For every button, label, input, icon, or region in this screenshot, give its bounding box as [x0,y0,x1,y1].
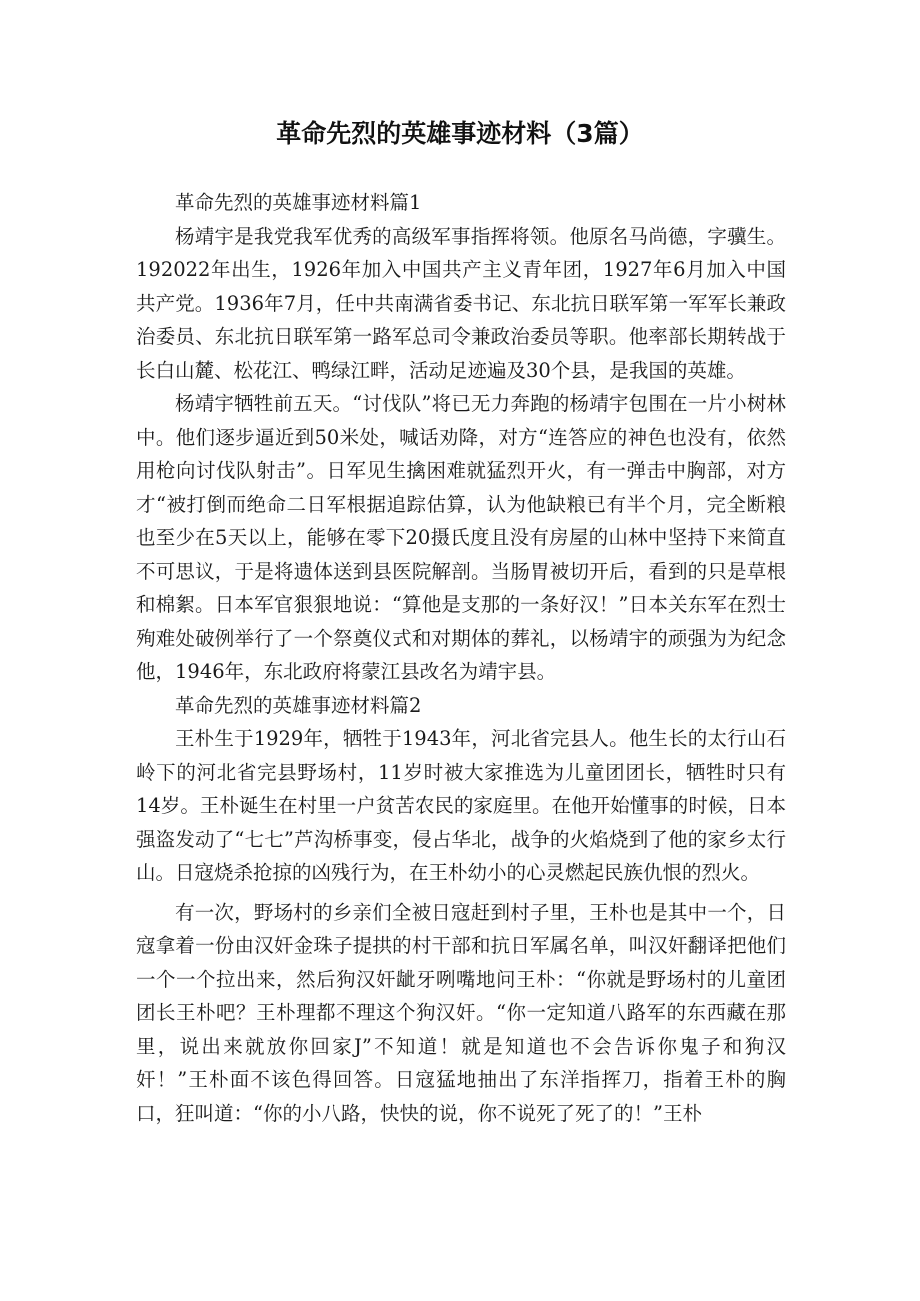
paragraph: 有一次，野场村的乡亲们全被日寇赶到村子里，王朴也是其中一个，日寇拿着一份由汉奸金珠子提拱的村干部和抗日军属名单，叫汉奸翻译把他们一个一个拉出来，然后狗汉奸龇牙咧嘴地问王朴：“你就是野场村的儿童团团长王朴吧？王朴理都不理这个狗汉奸。“你一定知道八路军的东西藏在那里，说出来就放你回家J”不知道！就是知道也不会告诉你鬼子和狗汉奸！”王朴面不该色得回答。日寇猛地抽出了东洋指挥刀，指着王朴的胸口，狂叫道：“你的小八路，快快的说，你不说死了死了的！”王朴 [136,900,786,1125]
section-heading-2: 革命先烈的英雄事迹材料篇2 [175,693,422,717]
document-body [136,186,786,1130]
document-title: 革命先烈的英雄事迹材料（3篇） [276,119,644,148]
paragraph: 王朴生于1929年，牺牲于1943年，河北省完县人。他生长的太行山石岭下的河北省完县野场村，11岁时被大家推选为儿童团团长，牺牲时只有14岁。王朴诞生在村里一户贫苦农民的家庭里。在他开始懂事的时候，日本强盗发动了“七七”芦沟桥事变，侵占华北，战争的火焰烧到了他的家乡太行山。日寇烧杀抢掠的凶残行为，在王朴幼小的心灵燃起民族仇恨的烈火。 [136,727,786,884]
paragraph: 杨靖宇是我党我军优秀的高级军事指挥将领。他原名马尚德，字骥生。192022年出生，1926年加入中国共产主义青年团，1927年6月加入中国共产党。1936年7月，任中共南满省委书记、东北抗日联军第一军军长兼政治委员、东北抗日联军第一路军总司令兼政治委员等职。他率部长期转战于长白山麓、松花江、鸭绿江畔，活动足迹遍及30个县，是我国的英雄。 [136,224,786,382]
section-heading-1: 革命先烈的英雄事迹材料篇1 [175,191,422,214]
paragraph: 杨靖宇牺牲前五天。“讨伐队”将已无力奔跑的杨靖宇包围在一片小树林中。他们逐步逼近到50米处，喊话劝降，对方“连答应的神色也没有，依然用枪向讨伐队射击”。日军见生擒困难就猛烈开火，有一弹击中胸部，对方才“被打倒而绝命二日军根据追踪估算，认为他缺粮已有半个月，完全断粮也至少在5天以上，能够在零下20摄氏度且没有房屋的山林中坚持下来简直不可思议，于是将遗体送到县医院解剖。当肠胃被切开后，看到的只是草根和棉絮。日本军官狠狠地说：“算他是支那的一条好汉！”日本关东军在烈士殉难处破例举行了一个祭奠仪式和对期体的葬礼，以杨靖宇的顽强为为纪念他，1946年，东北政府将蒙江县改名为靖宇县。 [136,392,786,683]
